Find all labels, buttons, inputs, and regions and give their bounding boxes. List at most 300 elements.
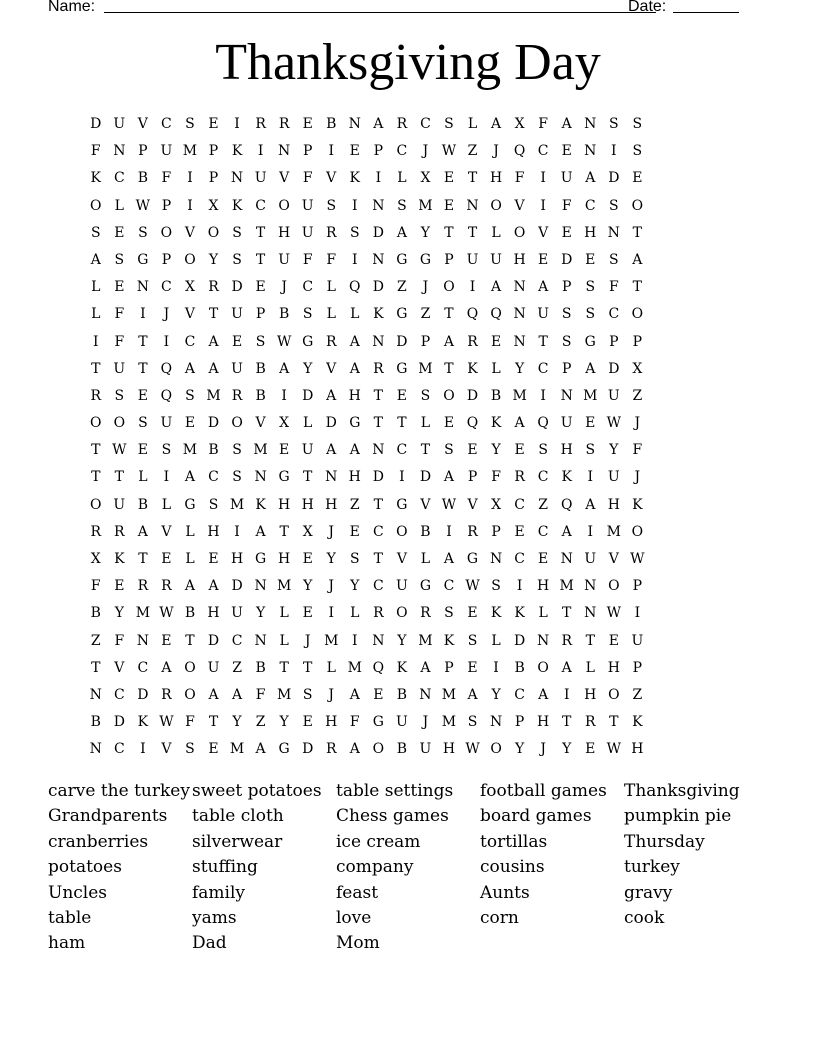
grid-letter: X: [514, 116, 525, 132]
grid-row: [84, 359, 649, 386]
grid-letter: H: [278, 551, 291, 567]
grid-letter: M: [583, 387, 598, 404]
grid-letter: V: [114, 659, 125, 676]
grid-letter: H: [537, 578, 550, 595]
grid-letter: T: [303, 469, 313, 486]
grid-letter: Y: [420, 224, 431, 241]
grid-letter: K: [561, 469, 572, 486]
grid-letter: P: [632, 578, 643, 595]
grid-letter: E: [231, 333, 243, 350]
grid-letter: P: [420, 333, 431, 350]
grid-letter: J: [634, 415, 641, 432]
grid-letter: F: [326, 251, 337, 268]
grid-letter: E: [632, 170, 643, 187]
grid-letter: M: [418, 197, 433, 214]
word-list-item: table settings: [336, 781, 454, 801]
grid-letter: R: [325, 224, 337, 241]
grid-letter: U: [607, 387, 620, 404]
grid-letter: S: [420, 387, 431, 404]
grid-letter: R: [114, 523, 125, 540]
grid-letter: J: [634, 469, 641, 486]
grid-letter: E: [114, 279, 125, 296]
grid-letter: K: [490, 605, 502, 622]
grid-letter: F: [90, 143, 101, 160]
grid-letter: C: [184, 333, 196, 350]
grid-letter: R: [467, 523, 478, 540]
grid-letter: G: [396, 496, 408, 513]
grid-letter: I: [399, 469, 405, 486]
date-label: Date:: [628, 0, 667, 15]
grid-letter: L: [491, 360, 501, 377]
grid-letter: U: [466, 251, 479, 268]
grid-letter: S: [232, 442, 242, 459]
grid-letter: N: [372, 251, 385, 268]
grid-letter: F: [114, 306, 125, 323]
grid-letter: T: [585, 632, 595, 649]
grid-letter: R: [561, 632, 572, 649]
grid-letter: N: [136, 632, 149, 649]
word-column: [48, 779, 192, 957]
grid-letter: U: [113, 116, 126, 132]
grid-letter: A: [90, 251, 101, 268]
grid-letter: D: [608, 360, 620, 377]
grid-letter: I: [352, 251, 358, 268]
grid-letter: C: [420, 116, 431, 132]
grid-letter: U: [254, 170, 267, 187]
grid-letter: S: [138, 415, 148, 432]
grid-letter: F: [114, 333, 125, 350]
grid-letter: L: [397, 170, 407, 187]
grid-letter: A: [255, 523, 266, 540]
grid-row: [84, 576, 649, 603]
grid-letter: N: [560, 387, 573, 404]
grid-letter: N: [513, 306, 526, 323]
grid-letter: E: [585, 415, 596, 432]
word-list-item: feast: [336, 882, 379, 903]
grid-letter: C: [396, 143, 408, 160]
grid-letter: S: [444, 605, 454, 622]
grid-letter: S: [538, 442, 548, 459]
grid-letter: X: [420, 170, 431, 187]
grid-letter: Q: [466, 306, 479, 323]
grid-letter: F: [185, 714, 195, 731]
grid-letter: A: [561, 659, 572, 676]
grid-letter: B: [137, 170, 149, 187]
grid-letter: J: [328, 578, 335, 595]
grid-letter: N: [489, 714, 503, 731]
date-field-line[interactable]: [673, 12, 739, 13]
grid-letter: K: [467, 360, 478, 377]
grid-letter: F: [255, 686, 266, 703]
grid-letter: B: [396, 686, 408, 703]
grid-letter: U: [607, 469, 620, 486]
grid-letter: E: [208, 551, 219, 567]
grid-letter: E: [514, 442, 525, 459]
grid-row: [84, 495, 649, 522]
grid-letter: R: [467, 333, 478, 350]
grid-letter: I: [93, 333, 99, 350]
grid-letter: M: [276, 578, 292, 595]
grid-letter: F: [561, 197, 572, 214]
grid-letter: Q: [513, 143, 526, 160]
grid-letter: F: [491, 469, 501, 486]
grid-letter: V: [184, 224, 196, 241]
grid-letter: M: [206, 387, 221, 404]
grid-letter: N: [89, 686, 102, 703]
grid-letter: K: [373, 306, 384, 323]
grid-letter: T: [632, 224, 643, 241]
grid-letter: N: [584, 116, 597, 132]
grid-letter: N: [607, 224, 620, 241]
grid-letter: N: [136, 279, 149, 296]
grid-letter: A: [349, 686, 360, 703]
grid-letter: H: [207, 605, 220, 622]
grid-letter: V: [467, 496, 478, 513]
grid-letter: U: [301, 197, 314, 214]
grid-letter: C: [137, 659, 149, 676]
grid-letter: D: [207, 415, 220, 432]
grid-letter: I: [257, 143, 264, 160]
grid-letter: M: [559, 578, 574, 595]
grid-letter: F: [161, 170, 172, 187]
grid-letter: S: [232, 251, 242, 268]
grid-letter: X: [302, 523, 313, 540]
grid-letter: W: [135, 197, 151, 214]
grid-letter: N: [372, 197, 385, 214]
grid-letter: P: [632, 659, 643, 676]
grid-letter: E: [184, 415, 196, 432]
grid-row: [84, 712, 649, 739]
grid-letter: T: [255, 224, 266, 241]
grid-letter: U: [231, 360, 243, 377]
grid-letter: A: [467, 686, 478, 703]
grid-letter: F: [632, 442, 643, 459]
grid-letter: L: [114, 197, 124, 214]
grid-letter: E: [208, 116, 219, 132]
grid-letter: P: [161, 251, 172, 268]
grid-letter: Z: [538, 496, 549, 513]
grid-letter: R: [231, 387, 243, 404]
grid-letter: J: [304, 632, 311, 649]
grid-letter: I: [163, 469, 170, 486]
grid-letter: C: [302, 279, 314, 296]
grid-letter: I: [352, 632, 358, 649]
grid-letter: Y: [350, 578, 360, 595]
grid-letter: K: [632, 714, 643, 731]
grid-letter: N: [584, 578, 597, 595]
grid-letter: P: [444, 251, 454, 268]
grid-letter: R: [161, 686, 172, 703]
grid-letter: G: [302, 333, 314, 350]
grid-letter: Z: [255, 714, 266, 731]
grid-letter: K: [490, 415, 502, 432]
grid-letter: U: [160, 415, 173, 432]
grid-row: [84, 413, 649, 440]
grid-letter: V: [538, 224, 549, 241]
grid-letter: R: [90, 523, 102, 540]
grid-letter: H: [513, 251, 526, 268]
grid-letter: O: [207, 224, 220, 241]
grid-letter: T: [467, 224, 478, 241]
grid-letter: S: [585, 279, 596, 296]
grid-letter: A: [420, 659, 431, 676]
grid-letter: R: [325, 741, 337, 758]
grid-letter: O: [631, 523, 644, 540]
grid-letter: C: [372, 578, 384, 595]
grid-letter: E: [443, 197, 455, 214]
grid-letter: O: [90, 197, 102, 214]
word-column: [336, 779, 480, 957]
word-column: [480, 779, 624, 957]
grid-letter: S: [185, 116, 195, 132]
word-list-item: turkey: [624, 857, 680, 878]
grid-letter: S: [491, 578, 501, 595]
grid-letter: J: [328, 686, 335, 703]
grid-letter: A: [585, 496, 596, 513]
grid-letter: G: [349, 415, 361, 432]
grid-letter: O: [160, 224, 173, 241]
grid-letter: M: [229, 496, 245, 513]
grid-letter: H: [278, 224, 291, 241]
grid-letter: T: [373, 496, 383, 513]
grid-letter: A: [184, 578, 196, 595]
grid-letter: G: [584, 333, 596, 350]
grid-letter: V: [279, 170, 290, 187]
word-list-item: stuffing: [192, 857, 258, 878]
grid-letter: D: [608, 170, 620, 187]
grid-letter: U: [537, 306, 550, 323]
grid-letter: U: [560, 170, 573, 187]
grid-letter: B: [90, 605, 101, 622]
grid-letter: S: [585, 306, 596, 323]
grid-letter: N: [348, 116, 361, 132]
grid-letter: A: [208, 686, 219, 703]
grid-letter: P: [562, 360, 572, 377]
word-list-item: love: [336, 908, 372, 929]
grid-letter: I: [587, 469, 594, 486]
grid-letter: E: [538, 251, 549, 268]
grid-letter: O: [490, 197, 502, 214]
grid-letter: L: [161, 496, 172, 513]
grid-letter: T: [373, 551, 383, 567]
grid-letter: T: [632, 279, 643, 296]
grid-letter: X: [184, 279, 195, 296]
grid-letter: N: [419, 686, 432, 703]
grid-letter: V: [514, 197, 525, 214]
grid-letter: N: [466, 197, 479, 214]
grid-letter: I: [187, 197, 193, 214]
grid-letter: J: [540, 741, 546, 758]
grid-letter: O: [537, 659, 549, 676]
grid-letter: P: [302, 143, 313, 160]
grid-letter: F: [302, 170, 313, 187]
grid-letter: D: [231, 578, 243, 595]
grid-letter: A: [208, 578, 219, 595]
grid-letter: M: [418, 632, 433, 649]
grid-letter: S: [467, 714, 478, 731]
grid-letter: Y: [326, 551, 336, 567]
grid-letter: M: [347, 659, 362, 676]
grid-letter: O: [113, 415, 126, 432]
grid-letter: H: [348, 387, 361, 404]
grid-letter: M: [253, 442, 268, 459]
grid-letter: R: [278, 116, 290, 132]
grid-letter: R: [514, 469, 525, 486]
grid-letter: C: [443, 578, 455, 595]
grid-letter: N: [489, 551, 503, 567]
grid-letter: U: [160, 143, 173, 160]
grid-letter: K: [90, 170, 101, 187]
grid-letter: D: [137, 686, 149, 703]
grid-letter: L: [138, 469, 148, 486]
grid-letter: I: [446, 523, 452, 540]
grid-letter: L: [91, 306, 101, 323]
grid-letter: I: [163, 333, 170, 350]
grid-letter: B: [208, 442, 219, 459]
grid-letter: E: [396, 387, 407, 404]
grid-letter: G: [278, 741, 290, 758]
grid-letter: C: [584, 197, 596, 214]
grid-letter: C: [608, 306, 620, 323]
grid-letter: I: [611, 143, 617, 160]
grid-letter: E: [561, 143, 572, 160]
grid-letter: K: [443, 632, 455, 649]
grid-letter: A: [514, 415, 525, 432]
grid-letter: A: [585, 360, 596, 377]
grid-letter: E: [302, 116, 313, 132]
grid-letter: Q: [537, 415, 549, 432]
grid-letter: C: [161, 116, 172, 132]
grid-letter: E: [467, 605, 478, 622]
grid-letter: H: [607, 659, 620, 676]
grid-row: [84, 168, 649, 195]
grid-letter: E: [302, 714, 313, 731]
grid-letter: C: [396, 442, 408, 459]
grid-letter: A: [161, 659, 172, 676]
grid-letter: S: [161, 442, 172, 459]
grid-letter: L: [326, 279, 336, 296]
grid-letter: S: [609, 251, 619, 268]
grid-letter: O: [631, 306, 644, 323]
grid-row: [84, 277, 649, 304]
grid-letter: S: [632, 143, 643, 160]
grid-letter: C: [514, 496, 525, 513]
grid-letter: T: [609, 714, 619, 731]
word-search-grid: [84, 114, 649, 767]
grid-letter: S: [609, 116, 619, 132]
grid-letter: S: [444, 442, 454, 459]
grid-letter: H: [560, 442, 573, 459]
grid-letter: Q: [490, 306, 502, 323]
grid-letter: P: [562, 279, 572, 296]
grid-letter: R: [325, 333, 337, 350]
word-column: [192, 779, 336, 957]
grid-letter: F: [90, 578, 101, 595]
word-list-item: football games: [480, 781, 607, 801]
grid-letter: M: [606, 523, 621, 540]
grid-letter: C: [255, 197, 266, 214]
grid-letter: T: [255, 251, 266, 268]
grid-letter: C: [514, 551, 525, 567]
grid-letter: Q: [560, 496, 573, 513]
grid-letter: E: [514, 523, 525, 540]
grid-letter: Y: [114, 605, 124, 622]
grid-letter: A: [443, 551, 455, 567]
grid-letter: E: [585, 741, 596, 758]
grid-letter: L: [91, 279, 101, 296]
grid-letter: M: [182, 442, 198, 459]
grid-letter: N: [254, 632, 267, 649]
grid-letter: V: [420, 496, 431, 513]
grid-letter: T: [138, 333, 148, 350]
grid-letter: I: [234, 523, 240, 540]
grid-letter: J: [422, 714, 429, 731]
grid-letter: T: [208, 306, 219, 323]
grid-letter: D: [466, 387, 479, 404]
grid-letter: G: [419, 251, 432, 268]
name-label: Name:: [48, 0, 96, 15]
grid-letter: Z: [90, 632, 101, 649]
grid-letter: U: [395, 578, 408, 595]
grid-letter: P: [373, 143, 384, 160]
grid-letter: L: [279, 632, 289, 649]
name-field-line[interactable]: [104, 12, 656, 13]
grid-letter: E: [538, 551, 549, 567]
grid-letter: L: [420, 551, 431, 567]
word-list-item: pumpkin pie: [624, 806, 732, 827]
word-list-item: cousins: [480, 857, 545, 878]
grid-letter: S: [302, 306, 313, 323]
grid-letter: Z: [632, 387, 643, 404]
grid-letter: B: [420, 523, 431, 540]
grid-letter: B: [255, 360, 266, 377]
grid-letter: X: [491, 496, 502, 513]
grid-letter: T: [397, 415, 407, 432]
grid-letter: R: [137, 578, 149, 595]
grid-letter: C: [161, 279, 172, 296]
grid-letter: I: [328, 143, 334, 160]
grid-letter: Y: [491, 686, 501, 703]
grid-letter: K: [255, 496, 266, 513]
grid-letter: P: [491, 523, 501, 540]
grid-letter: S: [185, 741, 195, 758]
grid-row: [84, 522, 649, 549]
grid-letter: C: [372, 523, 384, 540]
grid-letter: V: [396, 551, 407, 567]
grid-letter: E: [349, 143, 360, 160]
grid-letter: T: [138, 360, 148, 377]
grid-letter: S: [232, 224, 242, 241]
grid-letter: R: [584, 714, 596, 731]
grid-letter: L: [326, 659, 336, 676]
grid-letter: U: [301, 224, 314, 241]
grid-letter: A: [184, 360, 196, 377]
grid-letter: A: [208, 333, 219, 350]
grid-letter: O: [631, 197, 644, 214]
grid-letter: I: [493, 659, 499, 676]
grid-letter: Y: [279, 714, 289, 731]
grid-letter: B: [490, 387, 502, 404]
grid-letter: Q: [372, 659, 385, 676]
grid-letter: H: [278, 496, 291, 513]
grid-letter: I: [187, 170, 193, 187]
word-list-item: ham: [48, 933, 86, 954]
grid-letter: E: [373, 686, 384, 703]
grid-letter: K: [231, 197, 243, 214]
word-list-item: sweet potatoes: [192, 781, 322, 801]
grid-letter: O: [490, 741, 502, 758]
grid-letter: W: [630, 551, 645, 567]
